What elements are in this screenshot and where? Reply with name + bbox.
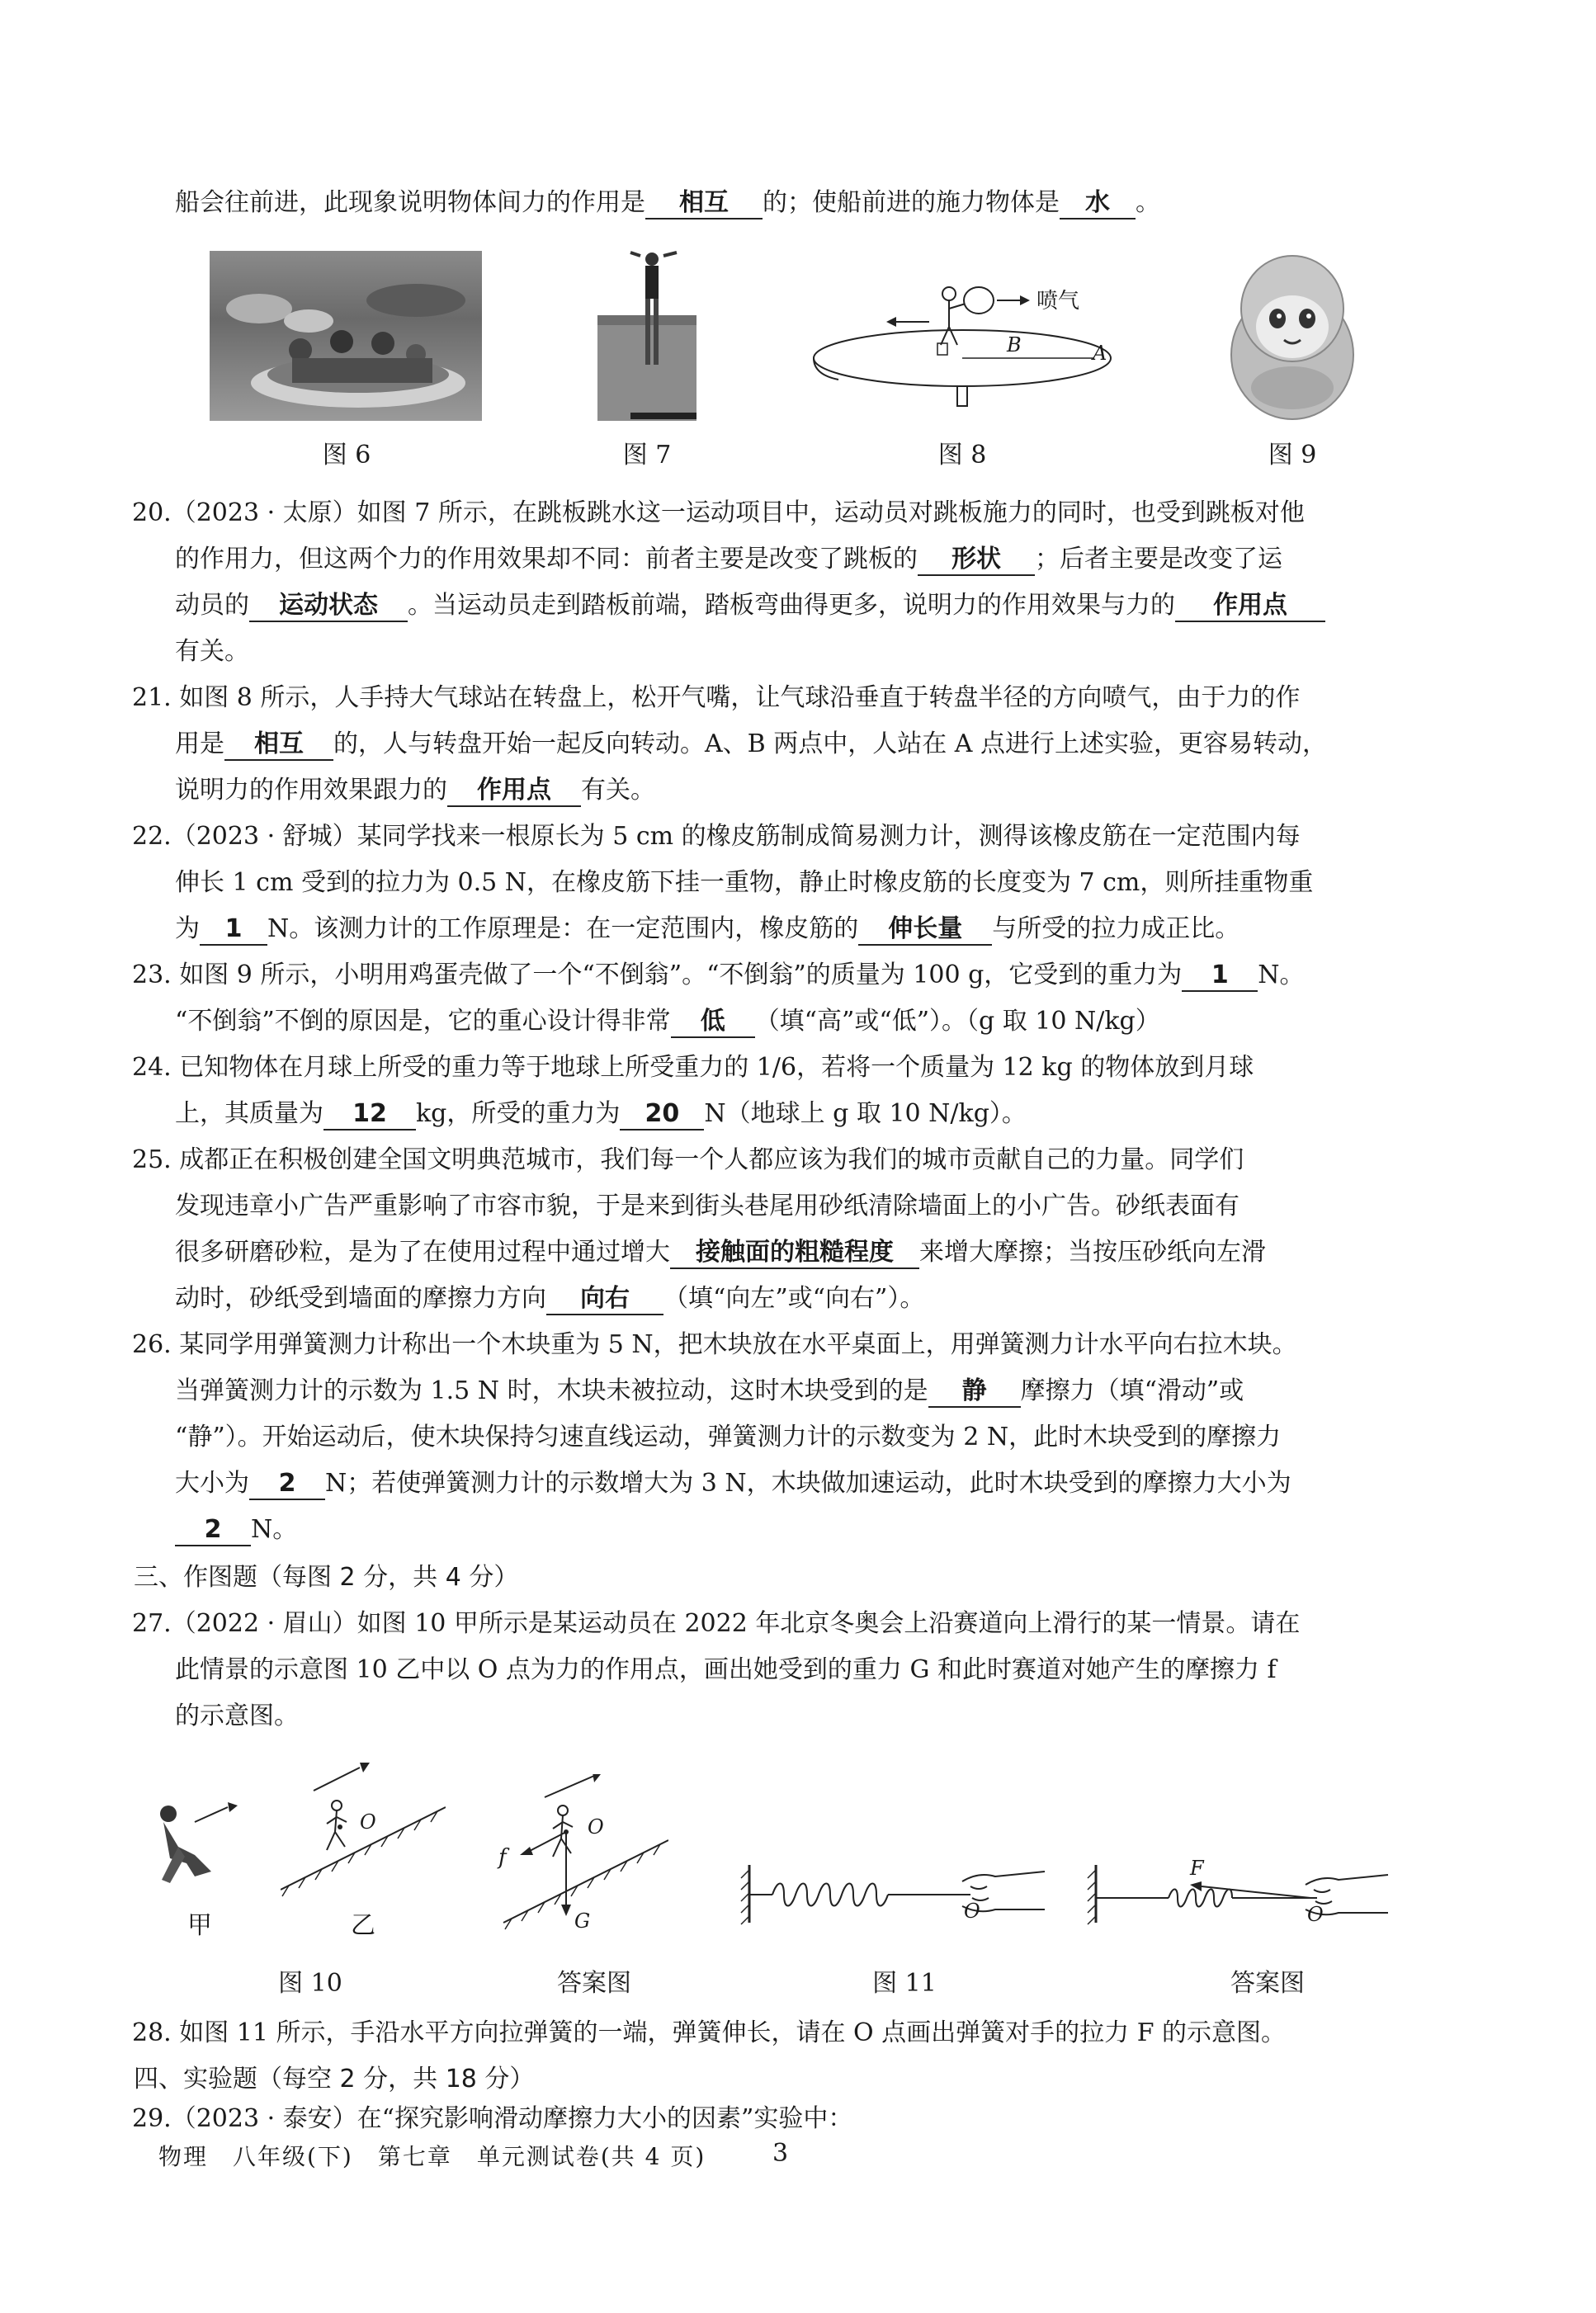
figure-9-tumbler-photo	[1226, 251, 1358, 421]
q26-line1: 26. 某同学用弹簧测力计称出一个木块重为 5 N，把木块放在水平桌面上，用弹簧测力计水平向右拉木块。	[132, 1330, 1297, 1359]
point-o-label: O	[360, 1810, 376, 1834]
answer-blank: 2	[175, 1515, 251, 1546]
q21-line2: 用是 相互 的，人与转盘开始一起反向转动。A、B 两点中，人站在 A 点进行上述实验，更容易转动，	[175, 728, 1327, 761]
figure-10-answer-diagram	[495, 1774, 668, 1931]
figure-8-turntable-diagram	[805, 276, 1119, 424]
answer-blank: 水	[1060, 188, 1136, 219]
answer-blank: 2	[249, 1469, 325, 1500]
q24-line2: 上，其质量为 12 kg，所受的重力为 20 N（地球上 g 取 10 N/kg）。	[175, 1097, 1027, 1131]
answer-figure-caption: 答案图	[1230, 1969, 1305, 1998]
answer-blank: 1	[200, 914, 267, 946]
answer-blank: 形状	[918, 545, 1035, 576]
figure-10-jia-skier	[145, 1797, 244, 1905]
point-o-label: O	[588, 1815, 604, 1839]
section-3-heading: 三、作图题（每图 2 分，共 4 分）	[134, 1563, 519, 1592]
q22-line2: 伸长 1 cm 受到的拉力为 0.5 N，在橡皮筋下挂一重物，静止时橡皮筋的长度变为 7 cm，则所挂重物重	[175, 868, 1314, 897]
q26-line2: 当弹簧测力计的示数为 1.5 N 时，木块未被拉动，这时木块受到的是 静 摩擦力（填“滑动”或	[175, 1375, 1244, 1408]
q25-line2: 发现违章小广告严重影响了市容市貌，于是来到街头巷尾用砂纸清除墙面上的小广告。砂纸表面有	[175, 1192, 1239, 1220]
q26-line3: “静”）。开始运动后，使木块保持匀速直线运动，弹簧测力计的示数变为 2 N，此时木块受到的摩擦力	[175, 1423, 1282, 1452]
answer-blank: 向右	[546, 1284, 663, 1315]
answer-blank: 1	[1182, 961, 1258, 992]
q26-line4: 大小为 2 N；若使弹簧测力计的示数增大为 3 N，木块做加速运动，此时木块受到的摩擦力大小为	[175, 1467, 1291, 1500]
point-o-label: O	[1307, 1903, 1324, 1926]
answer-figure-caption: 答案图	[557, 1969, 631, 1998]
page-number: 3	[772, 2139, 789, 2168]
yi-label: 乙	[351, 1911, 375, 1940]
figure-8-caption: 图 8	[937, 441, 987, 470]
q27-line1: 27.（2022 · 眉山）如图 10 甲所示是某运动员在 2022 年北京冬奥会上沿赛道向上滑行的某一情景。请在	[132, 1609, 1301, 1638]
figure-6-raft-photo	[210, 251, 482, 421]
q21-line1: 21. 如图 8 所示，人手持大气球站在转盘上，松开气嘴，让气球沿垂直于转盘半径的方向喷气，由于力的作	[132, 683, 1301, 712]
point-a-label: A	[1093, 342, 1107, 365]
figure-11-spring-diagram	[739, 1857, 1061, 1931]
q24-line1: 24. 已知物体在月球上所受的重力等于地球上所受重力的 1/6，若将一个质量为 12 kg 的物体放到月球	[132, 1053, 1254, 1082]
answer-blank: 作用点	[447, 776, 581, 807]
section-4-heading: 四、实验题（每空 2 分，共 18 分）	[134, 2065, 535, 2094]
q23-line1: 23. 如图 9 所示，小明用鸡蛋壳做了一个“不倒翁”。“不倒翁”的质量为 100 g，它受到的重力为 1 N。	[132, 959, 1305, 992]
figure-7-diver-photo	[597, 251, 696, 421]
force-g-label: G	[574, 1909, 591, 1933]
q22-line1: 22.（2023 · 舒城）某同学找来一根原长为 5 cm 的橡皮筋制成简易测力计，测得该橡皮筋在一定范围内每	[132, 822, 1301, 851]
answer-blank: 静	[928, 1376, 1021, 1408]
q23-line2: “不倒翁”不倒的原因是，它的重心设计得非常 低 （填“高”或“低”）。（g 取 10 N/kg）	[175, 1005, 1160, 1038]
answer-blank: 12	[323, 1099, 416, 1131]
answer-blank: 伸长量	[858, 914, 992, 946]
q28: 28. 如图 11 所示，手沿水平方向拉弹簧的一端，弹簧伸长，请在 O 点画出弹簧对手的拉力 F 的示意图。	[132, 2018, 1287, 2047]
figure-10-caption: 图 10	[278, 1969, 342, 1998]
force-f-label: f	[498, 1845, 507, 1870]
answer-blank: 相互	[645, 188, 763, 219]
q20-line4: 有关。	[175, 637, 249, 666]
answer-blank: 接触面的粗糙程度	[670, 1238, 919, 1269]
q20-line2: 的作用力，但这两个力的作用效果却不同：前者主要是改变了跳板的 形状 ；后者主要是改变了运	[175, 543, 1282, 576]
answer-blank: 相互	[224, 729, 333, 761]
figure-7-caption: 图 7	[622, 441, 672, 470]
answer-blank: 作用点	[1175, 591, 1325, 622]
q26-line5: 2 N。	[175, 1513, 297, 1546]
q27-line3: 的示意图。	[175, 1702, 299, 1730]
figure-9-caption: 图 9	[1268, 441, 1317, 470]
q22-line3: 为 1 N。该测力计的工作原理是：在一定范围内，橡皮筋的 伸长量 与所受的拉力成正比。	[175, 913, 1239, 946]
answer-blank: 运动状态	[249, 591, 408, 622]
q25-line3: 很多研磨砂粒，是为了在使用过程中通过增大 接触面的粗糙程度 来增大摩擦；当按压砂纸向左滑	[175, 1236, 1266, 1269]
point-b-label: B	[1007, 333, 1022, 356]
q21-line3: 说明力的作用效果跟力的 作用点 有关。	[175, 774, 655, 807]
q29: 29.（2023 · 泰安）在“探究影响滑动摩擦力大小的因素”实验中：	[132, 2104, 853, 2133]
page-footer: 物理 八年级(下) 第七章 单元测试卷(共 4 页)	[158, 2143, 706, 2170]
q25-line1: 25. 成都正在积极创建全国文明典范城市，我们每一个人都应该为我们的城市贡献自己的力量。同学们	[132, 1145, 1244, 1174]
jia-label: 甲	[187, 1911, 212, 1940]
point-o-label: O	[964, 1900, 980, 1923]
figure-11-answer-diagram	[1086, 1857, 1400, 1931]
figure-11-caption: 图 11	[872, 1969, 937, 1998]
figure-10-yi-slope	[281, 1758, 446, 1898]
spray-label: 喷气	[1036, 289, 1080, 314]
q25-line4: 动时，砂纸受到墙面的摩擦力方向 向右 （填“向左”或“向右”）。	[175, 1282, 924, 1315]
force-f-label: F	[1190, 1857, 1204, 1880]
q20-line3: 动员的 运动状态 。当运动员走到踏板前端，踏板弯曲得更多，说明力的作用效果与力的 作用点	[175, 589, 1325, 622]
q27-line2: 此情景的示意图 10 乙中以 O 点为力的作用点，画出她受到的重力 G 和此时赛道对她产生的摩擦力 f	[175, 1655, 1277, 1684]
answer-blank: 20	[620, 1099, 704, 1131]
answer-blank: 低	[671, 1007, 755, 1038]
figure-6-caption: 图 6	[322, 441, 371, 470]
q19-tail: 船会往前进，此现象说明物体间力的作用是 相互 的；使船前进的施力物体是 水 。	[175, 186, 1160, 219]
q20-line1: 20.（2023 · 太原）如图 7 所示，在跳板跳水这一运动项目中，运动员对跳板施力的同时，也受到跳板对他	[132, 498, 1305, 527]
